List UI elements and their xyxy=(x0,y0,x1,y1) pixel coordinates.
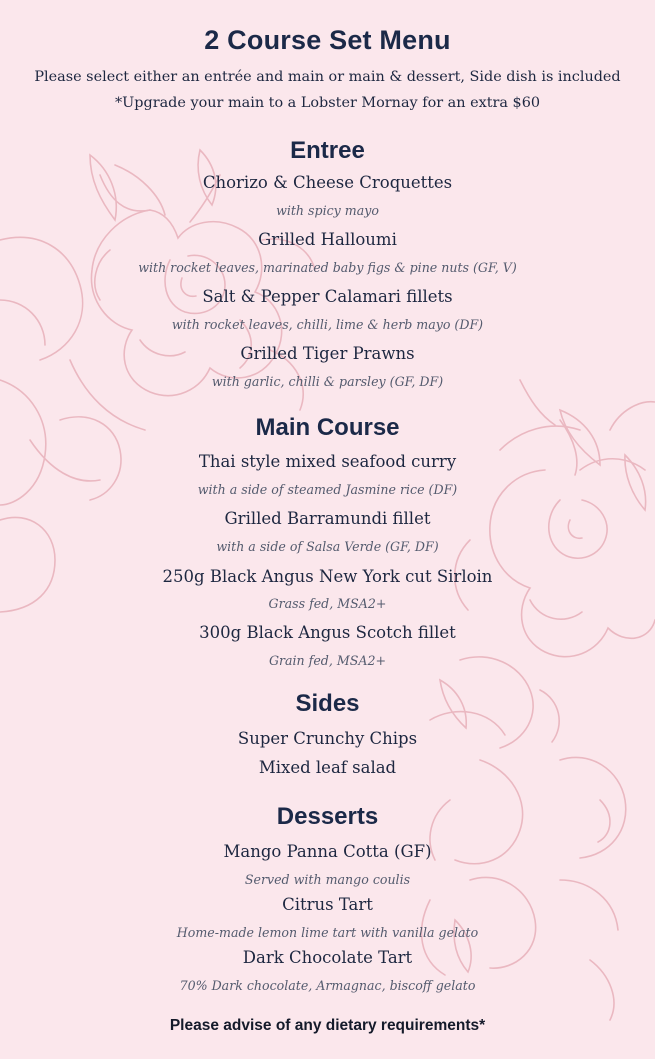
dish-description: with a side of steamed Jasmine rice (DF) xyxy=(197,482,458,497)
dish-description: Grain fed, MSA2+ xyxy=(268,653,387,668)
dish-name: Mixed leaf salad xyxy=(258,758,397,777)
dish-name: Dark Chocolate Tart xyxy=(242,948,413,967)
section-heading-entree: Entree xyxy=(290,137,365,164)
dish-description: with rocket leaves, chilli, lime & herb mayo (DF) xyxy=(171,317,484,332)
dish-description: with garlic, chilli & parsley (GF, DF) xyxy=(211,374,444,389)
section-heading-main-course: Main Course xyxy=(255,414,400,441)
dish-name: Thai style mixed seafood curry xyxy=(198,452,457,471)
intro-line: Please select either an entrée and main or main & dessert, Side dish is included xyxy=(34,69,621,85)
dish-description: Grass fed, MSA2+ xyxy=(268,596,387,611)
dish-name: Chorizo & Cheese Croquettes xyxy=(202,173,453,192)
dish-name: Salt & Pepper Calamari fillets xyxy=(202,287,453,306)
section-heading-sides: Sides xyxy=(295,690,360,717)
page-title: 2 Course Set Menu xyxy=(204,25,451,55)
dish-name: 300g Black Angus Scotch fillet xyxy=(199,623,456,642)
dietary-note: Please advise of any dietary requirements* xyxy=(169,1017,486,1034)
dish-description: with spicy mayo xyxy=(276,203,379,218)
upgrade-note: *Upgrade your main to a Lobster Mornay for an extra $60 xyxy=(114,95,541,111)
dish-description: Served with mango coulis xyxy=(244,872,411,887)
dish-name: 250g Black Angus New York cut Sirloin xyxy=(162,567,493,586)
dish-description: with rocket leaves, marinated baby figs & pine nuts (GF, V) xyxy=(138,260,517,275)
dish-name: Grilled Tiger Prawns xyxy=(240,344,415,363)
dish-description: Home-made lemon lime tart with vanilla gelato xyxy=(176,925,479,940)
dish-name: Grilled Halloumi xyxy=(258,230,397,249)
dish-description: 70% Dark chocolate, Armagnac, biscoff gelato xyxy=(179,978,476,993)
dish-name: Mango Panna Cotta (GF) xyxy=(223,842,432,861)
dish-name: Citrus Tart xyxy=(282,895,373,914)
section-heading-desserts: Desserts xyxy=(276,803,379,830)
dish-name: Super Crunchy Chips xyxy=(237,729,418,748)
dish-description: with a side of Salsa Verde (GF, DF) xyxy=(216,539,439,554)
dish-name: Grilled Barramundi fillet xyxy=(224,509,431,528)
